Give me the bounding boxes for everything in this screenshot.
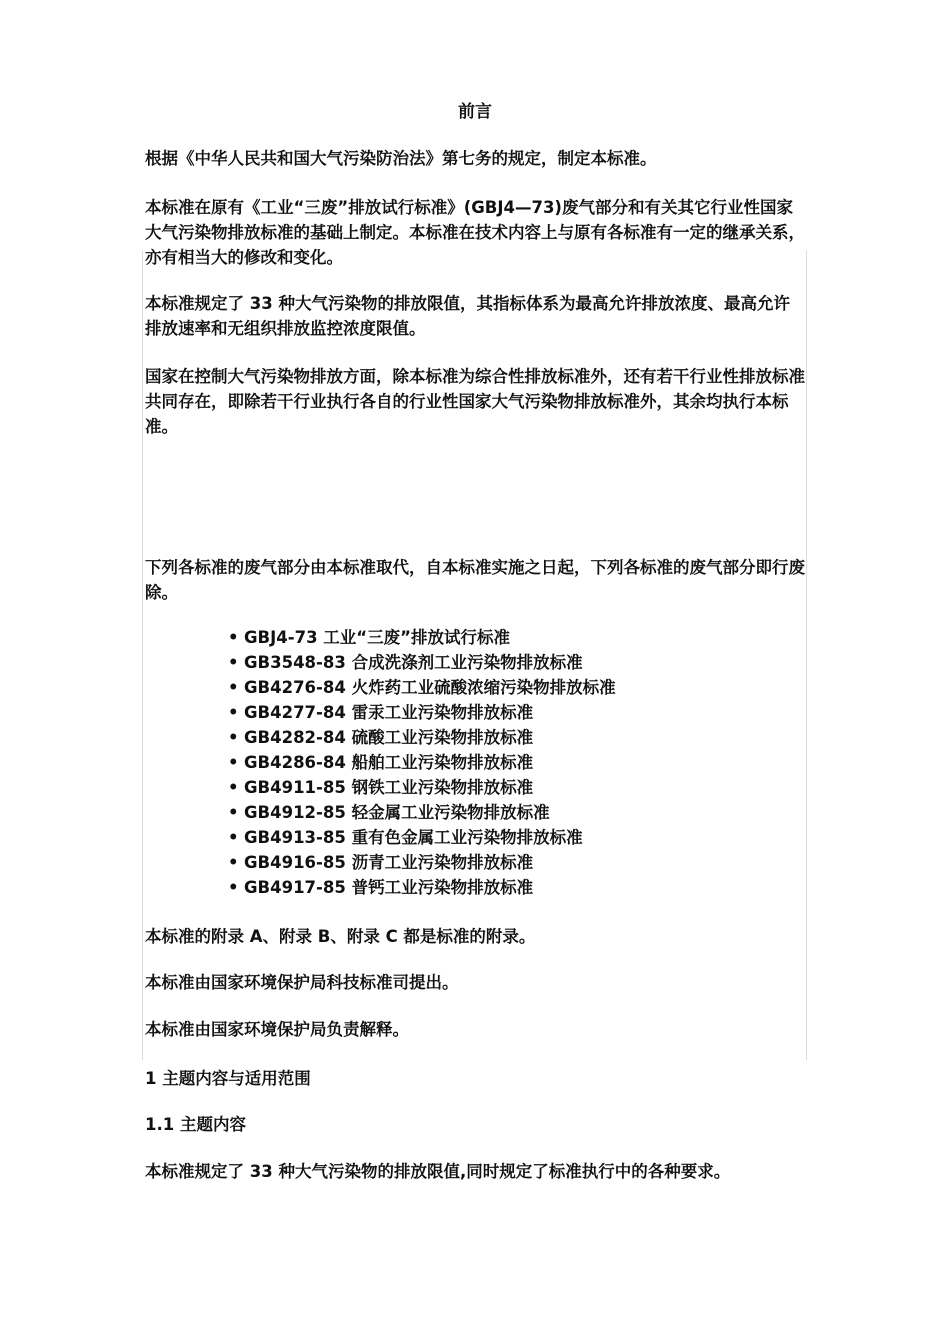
bullet-icon: • — [228, 853, 239, 872]
bullet-icon: • — [228, 628, 239, 647]
frame-border-left — [142, 250, 143, 1060]
list-item: • GB4277-84 雷汞工业污染物排放标准 — [228, 700, 616, 725]
paragraph-replacement: 下列各标准的废气部分由本标准取代，自本标准实施之日起，下列各标准的废气部分即行废除。 — [145, 558, 805, 602]
frame-border-right — [806, 250, 807, 1060]
paragraph-proposed-by: 本标准由国家环境保护局科技标准司提出。 — [145, 973, 459, 992]
paragraph-scope: 国家在控制大气污染物排放方面，除本标准为综合性排放标准外，还有若干行业性排放标准共同存在，即除若干行业执行各自的行业性国家大气污染物排放标准外，其余均执行本标准。 — [145, 367, 805, 436]
bullet-icon: • — [228, 778, 239, 797]
list-item: • GB4911-85 钢铁工业污染物排放标准 — [228, 775, 616, 800]
list-item: • GB4916-85 沥青工业污染物排放标准 — [228, 850, 616, 875]
bullet-icon: • — [228, 828, 239, 847]
bullet-icon: • — [228, 803, 239, 822]
section-body: 本标准规定了 33 种大气污染物的排放限值,同时规定了标准执行中的各种要求。 — [145, 1162, 731, 1181]
bullet-icon: • — [228, 653, 239, 672]
paragraph-basis: 根据《中华人民共和国大气污染防治法》第七务的规定，制定本标准。 — [145, 149, 657, 168]
list-item: • GB4912-85 轻金属工业污染物排放标准 — [228, 800, 616, 825]
list-item: • GBJ4-73 工业“三废”排放试行标准 — [228, 625, 616, 650]
bullet-icon: • — [228, 678, 239, 697]
paragraph-limits: 本标准规定了 33 种大气污染物的排放限值，其指标体系为最高允许排放浓度、最高允许排放速率和无组织排放监控浓度限值。 — [145, 294, 790, 338]
section-heading: 1 主题内容与适用范围 — [145, 1069, 311, 1088]
bullet-icon: • — [228, 753, 239, 772]
list-item: • GB4913-85 重有色金属工业污染物排放标准 — [228, 825, 616, 850]
paragraph-interpreted-by: 本标准由国家环境保护局负责解释。 — [145, 1020, 409, 1039]
list-item: • GB4286-84 船舶工业污染物排放标准 — [228, 750, 616, 775]
replaced-standards-list — [228, 625, 616, 900]
bullet-icon: • — [228, 728, 239, 747]
paragraph-appendix: 本标准的附录 A、附录 B、附录 C 都是标准的附录。 — [145, 927, 536, 946]
bullet-icon: • — [228, 878, 239, 897]
list-item: • GB4276-84 火炸药工业硫酸浓缩污染物排放标准 — [228, 675, 616, 700]
bullet-icon: • — [228, 703, 239, 722]
list-item: • GB4282-84 硫酸工业污染物排放标准 — [228, 725, 616, 750]
page-title: 前言 — [458, 102, 492, 122]
paragraph-origin: 本标准在原有《工业“三废”排放试行标准》(GBJ4—73)废气部分和有关其它行业性国家大气污染物排放标准的基础上制定。本标准在技术内容上与原有各标准有一定的继承关系，亦有相当大的修改和变化。 — [145, 198, 805, 267]
list-item: • GB4917-85 普钙工业污染物排放标准 — [228, 875, 616, 900]
list-item: • GB3548-83 合成洗涤剂工业污染物排放标准 — [228, 650, 616, 675]
subsection-heading: 1.1 主题内容 — [145, 1115, 246, 1134]
